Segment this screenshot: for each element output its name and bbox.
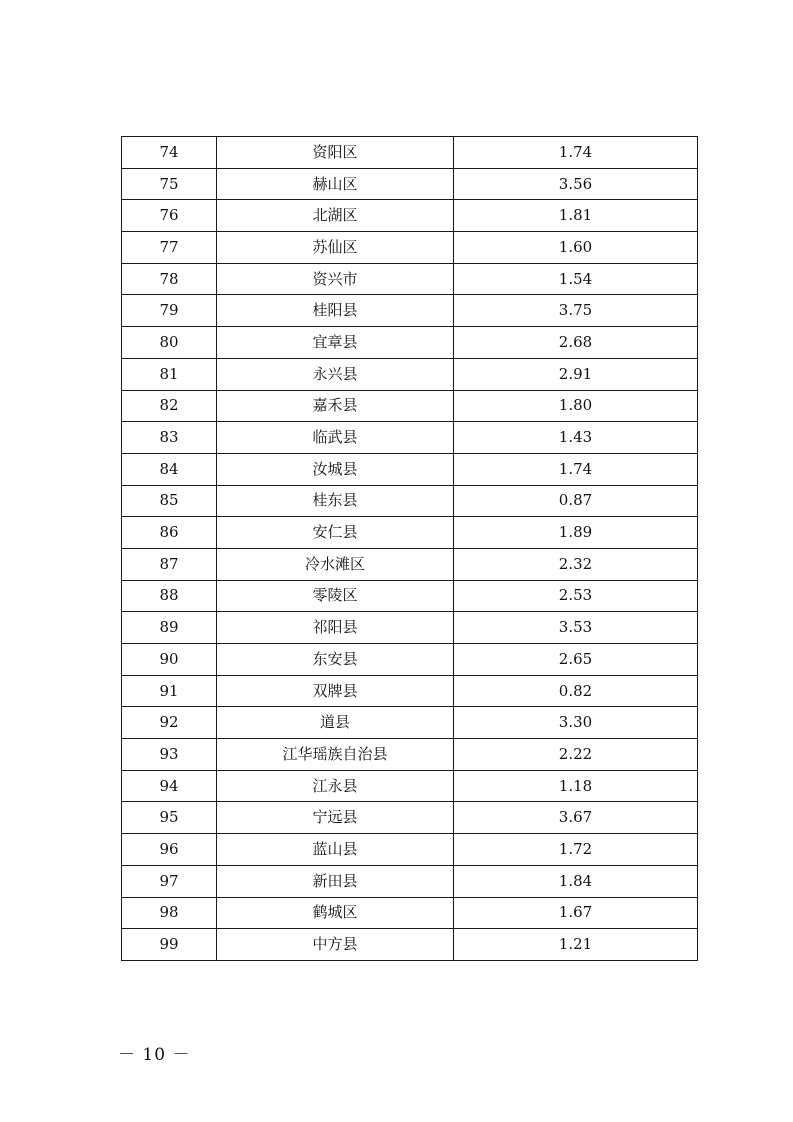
- row-number-cell: 81: [122, 358, 217, 390]
- region-name-cell: 赫山区: [217, 168, 454, 200]
- value-cell: 1.74: [454, 137, 698, 169]
- table-row: [122, 707, 698, 739]
- table-row: [122, 739, 698, 771]
- row-number-cell: 88: [122, 580, 217, 612]
- row-number-cell: 78: [122, 263, 217, 295]
- region-name-cell: 资兴市: [217, 263, 454, 295]
- region-name-cell: 双牌县: [217, 675, 454, 707]
- region-name-cell: 江华瑶族自治县: [217, 739, 454, 771]
- row-number-cell: 94: [122, 770, 217, 802]
- value-cell: 1.72: [454, 834, 698, 866]
- region-name-cell: 桂阳县: [217, 295, 454, 327]
- table-row: [122, 929, 698, 961]
- row-number-cell: 96: [122, 834, 217, 866]
- table-row: [122, 802, 698, 834]
- value-cell: 1.67: [454, 897, 698, 929]
- value-cell: 1.81: [454, 200, 698, 232]
- region-name-cell: 北湖区: [217, 200, 454, 232]
- region-name-cell: 宁远县: [217, 802, 454, 834]
- value-cell: 2.32: [454, 548, 698, 580]
- region-name-cell: 蓝山县: [217, 834, 454, 866]
- value-cell: 2.91: [454, 358, 698, 390]
- table-row: [122, 485, 698, 517]
- region-name-cell: 汝城县: [217, 453, 454, 485]
- row-number-cell: 79: [122, 295, 217, 327]
- value-cell: 1.89: [454, 517, 698, 549]
- value-cell: 1.21: [454, 929, 698, 961]
- region-name-cell: 冷水滩区: [217, 548, 454, 580]
- row-number-cell: 95: [122, 802, 217, 834]
- table-row: [122, 390, 698, 422]
- row-number-cell: 82: [122, 390, 217, 422]
- table-row: [122, 137, 698, 169]
- table-row: [122, 358, 698, 390]
- row-number-cell: 90: [122, 644, 217, 676]
- region-name-cell: 资阳区: [217, 137, 454, 169]
- row-number-cell: 99: [122, 929, 217, 961]
- row-number-cell: 75: [122, 168, 217, 200]
- row-number-cell: 91: [122, 675, 217, 707]
- table-row: [122, 517, 698, 549]
- value-cell: 0.82: [454, 675, 698, 707]
- value-cell: 2.68: [454, 327, 698, 359]
- value-cell: 1.54: [454, 263, 698, 295]
- region-name-cell: 零陵区: [217, 580, 454, 612]
- region-name-cell: 苏仙区: [217, 232, 454, 264]
- value-cell: 1.84: [454, 865, 698, 897]
- table-row: [122, 168, 698, 200]
- value-cell: 1.18: [454, 770, 698, 802]
- region-name-cell: 永兴县: [217, 358, 454, 390]
- region-name-cell: 宜章县: [217, 327, 454, 359]
- table-row: [122, 327, 698, 359]
- value-cell: 2.22: [454, 739, 698, 771]
- value-cell: 3.75: [454, 295, 698, 327]
- table-row: [122, 263, 698, 295]
- row-number-cell: 74: [122, 137, 217, 169]
- row-number-cell: 86: [122, 517, 217, 549]
- table-row: [122, 580, 698, 612]
- data-table: [121, 136, 698, 961]
- region-name-cell: 东安县: [217, 644, 454, 676]
- region-name-cell: 临武县: [217, 422, 454, 454]
- value-cell: 3.30: [454, 707, 698, 739]
- table-row: [122, 675, 698, 707]
- table-row: [122, 612, 698, 644]
- value-cell: 3.53: [454, 612, 698, 644]
- row-number-cell: 93: [122, 739, 217, 771]
- row-number-cell: 77: [122, 232, 217, 264]
- region-name-cell: 江永县: [217, 770, 454, 802]
- row-number-cell: 84: [122, 453, 217, 485]
- table-row: [122, 644, 698, 676]
- region-name-cell: 中方县: [217, 929, 454, 961]
- table-row: [122, 770, 698, 802]
- value-cell: 2.53: [454, 580, 698, 612]
- row-number-cell: 76: [122, 200, 217, 232]
- value-cell: 1.43: [454, 422, 698, 454]
- row-number-cell: 89: [122, 612, 217, 644]
- table-row: [122, 295, 698, 327]
- table-row: [122, 865, 698, 897]
- value-cell: 3.56: [454, 168, 698, 200]
- row-number-cell: 92: [122, 707, 217, 739]
- table-row: [122, 548, 698, 580]
- region-name-cell: 嘉禾县: [217, 390, 454, 422]
- row-number-cell: 97: [122, 865, 217, 897]
- value-cell: 1.80: [454, 390, 698, 422]
- table-row: [122, 232, 698, 264]
- row-number-cell: 85: [122, 485, 217, 517]
- region-name-cell: 新田县: [217, 865, 454, 897]
- region-name-cell: 安仁县: [217, 517, 454, 549]
- table-row: [122, 834, 698, 866]
- table-row: [122, 422, 698, 454]
- region-name-cell: 道县: [217, 707, 454, 739]
- table-body: [122, 137, 698, 961]
- region-name-cell: 祁阳县: [217, 612, 454, 644]
- table-row: [122, 453, 698, 485]
- value-cell: 1.60: [454, 232, 698, 264]
- table-row: [122, 897, 698, 929]
- row-number-cell: 83: [122, 422, 217, 454]
- table-row: [122, 200, 698, 232]
- value-cell: 0.87: [454, 485, 698, 517]
- value-cell: 1.74: [454, 453, 698, 485]
- page-number: － 10 －: [118, 1045, 191, 1065]
- region-name-cell: 鹤城区: [217, 897, 454, 929]
- row-number-cell: 80: [122, 327, 217, 359]
- region-name-cell: 桂东县: [217, 485, 454, 517]
- value-cell: 2.65: [454, 644, 698, 676]
- value-cell: 3.67: [454, 802, 698, 834]
- row-number-cell: 87: [122, 548, 217, 580]
- row-number-cell: 98: [122, 897, 217, 929]
